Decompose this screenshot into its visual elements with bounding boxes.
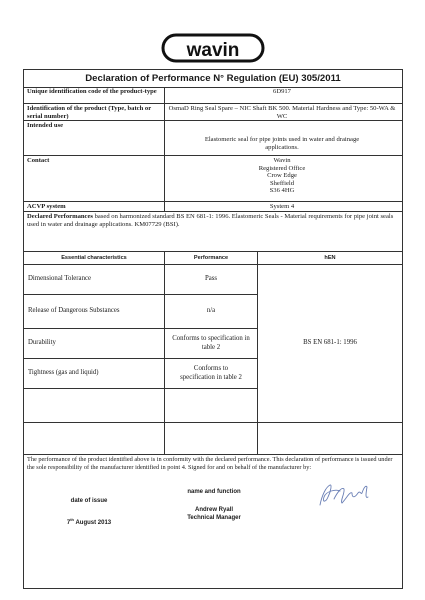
table-cell-performance [166,389,256,422]
table-cell-characteristic: Durability [28,339,56,347]
grid-line [257,252,258,454]
row-value: Elastomeric seal for pipe joints used in water and drainage applications. [204,136,360,151]
grid-line [24,454,402,455]
row-value: System 4 [269,203,295,210]
table-cell-performance: Conforms to specification in table 2 [180,365,242,381]
signature [314,481,374,509]
declared-body: based on harmonized standard BS EN 681-1: 1996. Elastomeric Seals - Material requirements for pipe joint seals used in water and drainage applications. KM07729 (BSI). [27,213,394,228]
table-cell-performance: Conforms to specification in table 2 [172,335,250,351]
row-label: Contact [27,157,50,164]
table-cell-characteristic: Tightness (gas and liquid) [28,369,99,377]
row-declared-performances [24,212,402,252]
date-month-year: August 2013 [74,520,112,526]
declared-label: Declared Performances [27,213,93,220]
date-suffix: th [70,517,74,522]
date-of-issue-label: date of issue [70,498,108,504]
header-performance: Performance [193,255,229,261]
row-label: Identification of the product (Type, batch or serial number) [27,105,151,120]
table-cell-characteristic: Release of Dangerous Substances [28,307,120,315]
table-cell-characteristic [28,389,162,422]
declaration-frame [23,69,403,589]
header-characteristics: Essential characteristics [61,255,127,261]
signatory-function: Technical Manager [187,515,241,521]
wavin-logo [161,31,265,65]
contact-value [166,157,398,195]
row-value: 6D917 [273,88,291,95]
document-title: Declaration of Performance N° Regulation (EU) 305/2011 [24,70,402,88]
table-cell-performance: Pass [204,275,218,283]
contact-line: Sheffield [269,179,295,187]
divider [164,121,165,155]
row-value: OsmaD Ring Seal Spare – NIC Shaft BK 500. Material Hardness and Type: 50-WA & WC [168,105,396,120]
contact-line: Registered Office [258,164,306,172]
contact-line: Crow Edge [267,172,297,180]
row-intended-use [24,121,402,156]
date-of-issue-value [44,516,134,527]
divider [164,104,165,120]
name-function-label: name and function [187,489,241,495]
table-cell-performance: n/a [206,307,216,315]
date-day: 7 [66,520,71,526]
logo-text: wavin [186,40,240,61]
divider [164,202,165,211]
contact-line: Wavin [273,157,291,164]
contact-line: S36 4HG [269,187,295,195]
conformity-statement: The performance of the product identified above is in conformity with the declared performance. This declaration of performance is issued under the sole responsibility of the manufacturer identified in point 4. Signed for and on behalf of the manufacturer by: [27,456,393,471]
row-unique-id [24,87,402,104]
header-hen: hEN [324,255,336,261]
divider [164,87,165,103]
table-cell-characteristic: Dimensional Tolerance [28,275,92,283]
signatory-name: Andrew Ryall [194,507,233,513]
row-label: Intended use [27,122,64,129]
row-label: ACVP system [27,203,66,210]
performance-table [24,252,402,464]
grid-line [24,422,402,423]
row-contact [24,156,402,202]
grid-line [164,252,165,454]
row-acvp [24,202,402,212]
table-cell-hen: BS EN 681-1: 1996 [303,339,357,347]
row-label: Unique identification code of the product-type [27,88,157,95]
declared-text [27,213,399,228]
row-identification [24,104,402,121]
divider [164,156,165,201]
